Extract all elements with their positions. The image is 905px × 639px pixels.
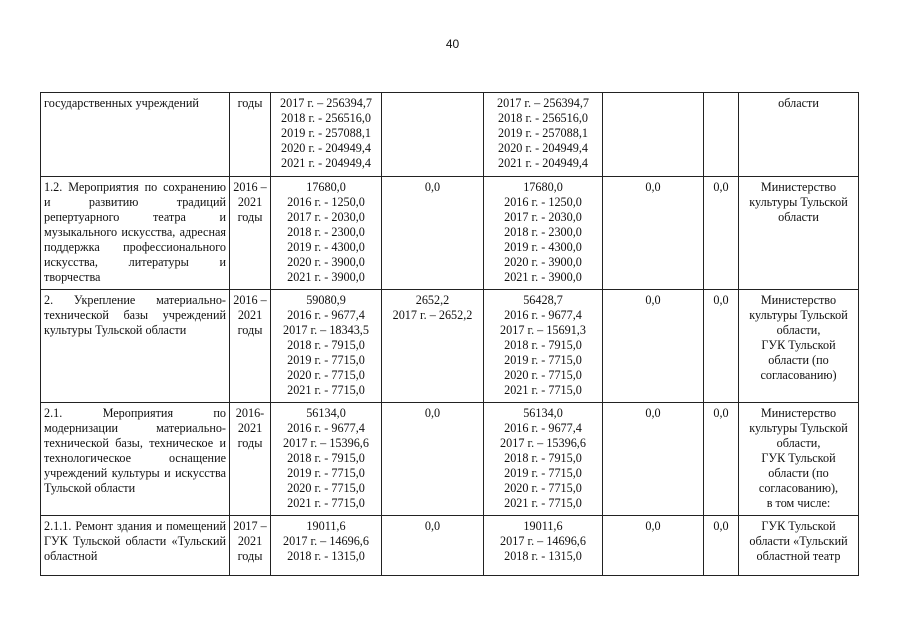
responsible-cell-line: культуры Тульской — [749, 308, 848, 322]
term-cell-line: 2016- — [235, 406, 265, 420]
term-cell-line: годы — [237, 210, 263, 224]
extra-funding-cell: 0,0 — [704, 516, 739, 576]
responsible-cell-line: области, — [776, 323, 821, 337]
regional-funding-cell — [484, 516, 603, 576]
total-funding-cell-line: 2020 г. - 7715,0 — [287, 368, 365, 382]
regional-funding-cell — [484, 403, 603, 516]
total-funding-cell-line: 2019 г. - 7715,0 — [287, 466, 365, 480]
total-funding-cell-line: 2017 г. – 18343,5 — [283, 323, 369, 337]
responsible-cell-line: ГУК Тульской — [761, 338, 836, 352]
extra-funding-cell: 0,0 — [704, 290, 739, 403]
term-cell-line: 2016 – — [233, 293, 267, 307]
total-funding-cell-line: 2017 г. – 15396,6 — [283, 436, 369, 450]
regional-funding-cell-line: 2018 г. - 7915,0 — [504, 338, 582, 352]
regional-funding-cell-line: 2021 г. - 3900,0 — [504, 270, 582, 284]
federal-funding-cell-line: 0,0 — [424, 406, 441, 420]
responsible-cell-line: согласованию), — [758, 481, 839, 495]
term-cell-line: годы — [237, 549, 263, 563]
regional-funding-cell — [484, 93, 603, 177]
term-cell-line: годы — [237, 323, 263, 337]
activity-name-cell: 1.2. Мероприятия по сохранению и развитию традиций репертуарного театра и музыкального искусства, адресная поддержка профессионального искусства, литературы и творчества — [41, 177, 230, 290]
local-funding-cell — [603, 93, 704, 177]
total-funding-cell-line: 17680,0 — [306, 180, 346, 194]
total-funding-cell-line: 2019 г. - 4300,0 — [287, 240, 365, 254]
term-cell-line: годы — [237, 96, 263, 110]
responsible-cell-line: области — [778, 210, 819, 224]
responsible-cell-line: ГУК Тульской — [761, 451, 836, 465]
table-body — [41, 93, 859, 576]
regional-funding-cell-line: 2019 г. - 257088,1 — [498, 126, 588, 140]
total-funding-cell-line: 2020 г. - 7715,0 — [287, 481, 365, 495]
regional-funding-cell-line: 56134,0 — [523, 406, 563, 420]
table-row — [41, 93, 859, 177]
term-cell-line: годы — [237, 436, 263, 450]
term-cell — [230, 290, 271, 403]
regional-funding-cell-line: 2017 г. – 15396,6 — [500, 436, 586, 450]
total-funding-cell-line: 2018 г. - 256516,0 — [281, 111, 371, 125]
responsible-cell-line: согласованию) — [760, 368, 837, 382]
term-cell-line: 2016 – — [233, 180, 267, 194]
regional-funding-cell-line: 2016 г. - 9677,4 — [504, 308, 582, 322]
responsible-cell-line: Министерство — [760, 180, 837, 194]
total-funding-cell-line: 2021 г. - 204949,4 — [281, 156, 371, 170]
term-cell — [230, 93, 271, 177]
activity-name-cell: государственных учреждений — [41, 93, 230, 177]
responsible-cell — [739, 403, 859, 516]
federal-funding-cell — [382, 177, 484, 290]
total-funding-cell-line: 2019 г. - 257088,1 — [281, 126, 371, 140]
term-cell-line: 2021 — [237, 534, 263, 548]
term-cell-line: 2021 — [237, 308, 263, 322]
regional-funding-cell-line: 2017 г. – 15691,3 — [500, 323, 586, 337]
extra-funding-cell — [704, 93, 739, 177]
responsible-cell-line: ГУК Тульской — [761, 519, 836, 533]
total-funding-cell — [271, 177, 382, 290]
total-funding-cell-line: 2018 г. - 7915,0 — [287, 338, 365, 352]
responsible-cell-line: области — [778, 96, 819, 110]
total-funding-cell-line: 2018 г. - 7915,0 — [287, 451, 365, 465]
responsible-cell-line: области (по — [768, 466, 829, 480]
regional-funding-cell-line: 2019 г. - 7715,0 — [504, 466, 582, 480]
regional-funding-cell-line: 19011,6 — [523, 519, 563, 533]
extra-funding-cell: 0,0 — [704, 177, 739, 290]
total-funding-cell — [271, 290, 382, 403]
regional-funding-cell-line: 2019 г. - 4300,0 — [504, 240, 582, 254]
federal-funding-cell — [382, 516, 484, 576]
regional-funding-cell-line: 56428,7 — [523, 293, 563, 307]
responsible-cell-line: области (по — [768, 353, 829, 367]
total-funding-cell-line: 59080,9 — [306, 293, 346, 307]
term-cell-line: 2021 — [237, 421, 263, 435]
regional-funding-cell-line: 2016 г. - 9677,4 — [504, 421, 582, 435]
table-row — [41, 290, 859, 403]
regional-funding-cell-line: 2018 г. - 256516,0 — [498, 111, 588, 125]
total-funding-cell-line: 2017 г. – 256394,7 — [280, 96, 372, 110]
regional-funding-cell-line: 2017 г. - 2030,0 — [504, 210, 582, 224]
regional-funding-cell-line: 2016 г. - 1250,0 — [504, 195, 582, 209]
total-funding-cell-line: 19011,6 — [306, 519, 346, 533]
responsible-cell-line: Министерство — [760, 406, 837, 420]
total-funding-cell-line: 2019 г. - 7715,0 — [287, 353, 365, 367]
table-row — [41, 516, 859, 576]
total-funding-cell — [271, 403, 382, 516]
regional-funding-cell-line: 2017 г. – 256394,7 — [497, 96, 589, 110]
responsible-cell-line: культуры Тульской — [749, 195, 848, 209]
total-funding-cell-line: 2021 г. - 3900,0 — [287, 270, 365, 284]
regional-funding-cell-line: 2020 г. - 7715,0 — [504, 368, 582, 382]
total-funding-cell-line: 2021 г. - 7715,0 — [287, 383, 365, 397]
page-number: 40 — [445, 37, 460, 51]
regional-funding-cell — [484, 290, 603, 403]
regional-funding-cell-line: 2020 г. - 3900,0 — [504, 255, 582, 269]
total-funding-cell-line: 2016 г. - 9677,4 — [287, 421, 365, 435]
local-funding-cell: 0,0 — [603, 403, 704, 516]
total-funding-cell-line: 2020 г. - 3900,0 — [287, 255, 365, 269]
responsible-cell — [739, 177, 859, 290]
term-cell-line: 2017 – — [233, 519, 267, 533]
responsible-cell-line: области, — [776, 436, 821, 450]
funding-table — [40, 92, 859, 576]
total-funding-cell-line: 56134,0 — [306, 406, 346, 420]
term-cell-line: 2021 — [237, 195, 263, 209]
activity-name-cell: 2.1. Мероприятия по модернизации материально-технической базы, техническое и технологическое оснащение учреждений культуры и искусства Тульской области — [41, 403, 230, 516]
term-cell — [230, 403, 271, 516]
total-funding-cell-line: 2016 г. - 9677,4 — [287, 308, 365, 322]
total-funding-cell-line: 2018 г. - 1315,0 — [287, 549, 365, 563]
total-funding-cell-line: 2017 г. – 14696,6 — [283, 534, 369, 548]
total-funding-cell-line: 2016 г. - 1250,0 — [287, 195, 365, 209]
federal-funding-cell-line: 0,0 — [424, 180, 441, 194]
total-funding-cell-line: 2018 г. - 2300,0 — [287, 225, 365, 239]
responsible-cell-line: культуры Тульской — [749, 421, 848, 435]
federal-funding-cell-line: 2652,2 — [415, 293, 450, 307]
regional-funding-cell-line: 2021 г. - 7715,0 — [504, 496, 582, 510]
regional-funding-cell-line: 2018 г. - 2300,0 — [504, 225, 582, 239]
total-funding-cell-line: 2020 г. - 204949,4 — [281, 141, 371, 155]
local-funding-cell: 0,0 — [603, 290, 704, 403]
term-cell — [230, 516, 271, 576]
responsible-cell-line: в том числе: — [766, 496, 831, 510]
extra-funding-cell: 0,0 — [704, 403, 739, 516]
federal-funding-cell-line: 0,0 — [424, 519, 441, 533]
regional-funding-cell-line: 2018 г. - 1315,0 — [504, 549, 582, 563]
local-funding-cell: 0,0 — [603, 177, 704, 290]
federal-funding-cell-line: 2017 г. – 2652,2 — [392, 308, 473, 322]
responsible-cell-line: Министерство — [760, 293, 837, 307]
total-funding-cell-line: 2017 г. - 2030,0 — [287, 210, 365, 224]
term-cell — [230, 177, 271, 290]
regional-funding-cell-line: 2021 г. - 7715,0 — [504, 383, 582, 397]
activity-name-cell: 2.1.1. Ремонт здания и помещений ГУК Тульской области «Тульский областной — [41, 516, 230, 576]
regional-funding-cell-line: 2017 г. – 14696,6 — [500, 534, 586, 548]
table-row — [41, 177, 859, 290]
table-row — [41, 403, 859, 516]
regional-funding-cell-line: 17680,0 — [523, 180, 563, 194]
federal-funding-cell — [382, 290, 484, 403]
responsible-cell — [739, 93, 859, 177]
activity-name-cell: 2. Укрепление материально-технической базы учреждений культуры Тульской области — [41, 290, 230, 403]
total-funding-cell — [271, 93, 382, 177]
regional-funding-cell-line: 2020 г. - 7715,0 — [504, 481, 582, 495]
responsible-cell — [739, 290, 859, 403]
federal-funding-cell — [382, 403, 484, 516]
responsible-cell-line: областной театр — [756, 549, 841, 563]
regional-funding-cell-line: 2018 г. - 7915,0 — [504, 451, 582, 465]
local-funding-cell: 0,0 — [603, 516, 704, 576]
total-funding-cell — [271, 516, 382, 576]
total-funding-cell-line: 2021 г. - 7715,0 — [287, 496, 365, 510]
responsible-cell — [739, 516, 859, 576]
regional-funding-cell-line: 2020 г. - 204949,4 — [498, 141, 588, 155]
responsible-cell-line: области «Тульский — [749, 534, 848, 548]
regional-funding-cell — [484, 177, 603, 290]
federal-funding-cell — [382, 93, 484, 177]
regional-funding-cell-line: 2019 г. - 7715,0 — [504, 353, 582, 367]
regional-funding-cell-line: 2021 г. - 204949,4 — [498, 156, 588, 170]
